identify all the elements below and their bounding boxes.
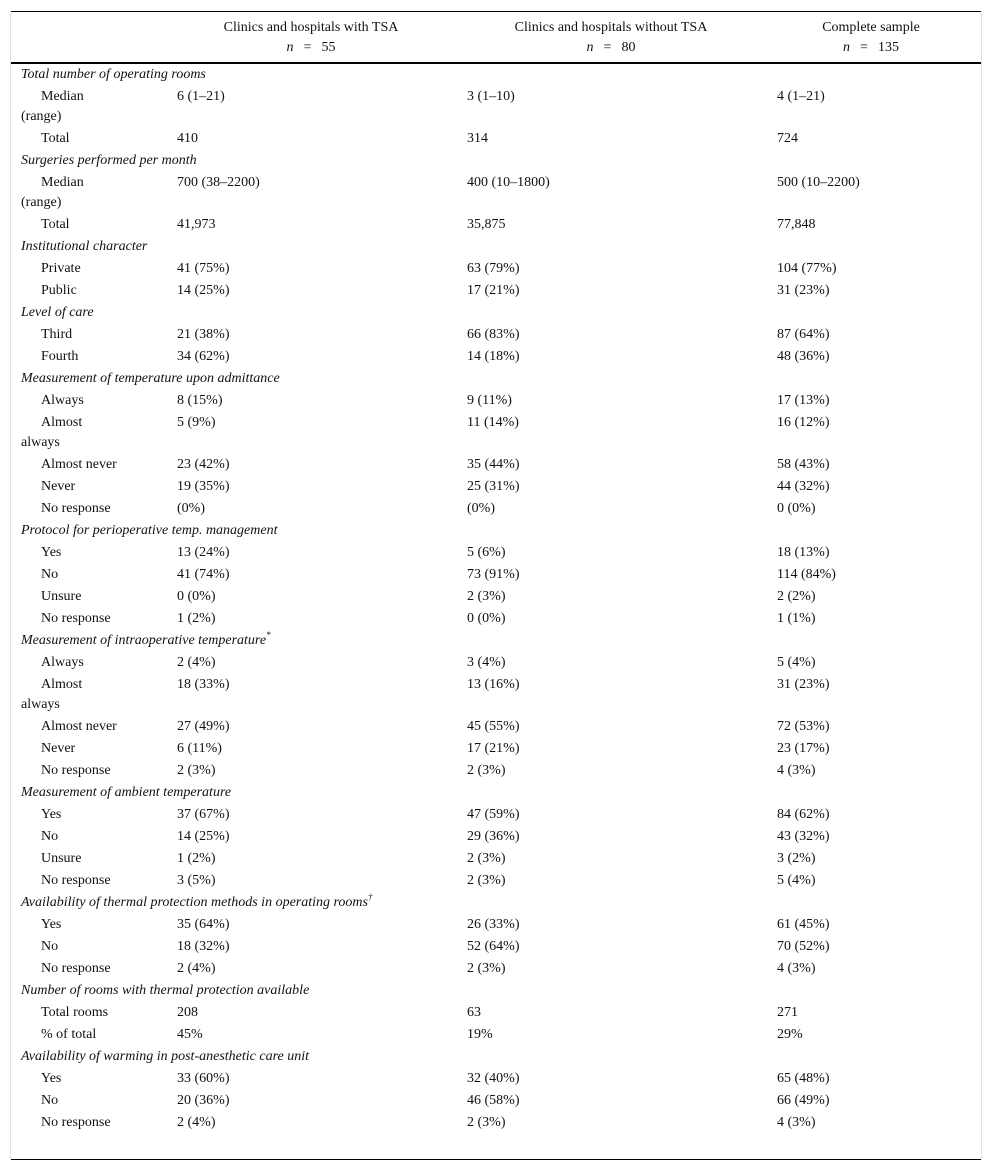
table-row <box>21 608 976 630</box>
cell-with-tsa: 1 (2%) <box>177 611 216 626</box>
table-row <box>21 564 976 586</box>
section-heading <box>21 1046 976 1068</box>
cell-without-tsa: 66 (83%) <box>467 327 520 342</box>
cell-with-tsa: 410 <box>177 131 198 146</box>
section-heading <box>21 368 976 390</box>
cell-with-tsa: 3 (5%) <box>177 873 216 888</box>
cell-with-tsa: 20 (36%) <box>177 1093 230 1108</box>
cell-with-tsa: 2 (4%) <box>177 1115 216 1130</box>
row-label: Third <box>41 327 73 342</box>
row-label: Total <box>41 217 70 232</box>
row-label: No response <box>41 873 111 888</box>
n-value: 55 <box>321 40 336 55</box>
table-row <box>21 454 976 476</box>
cell-without-tsa: 17 (21%) <box>467 283 520 298</box>
table-row <box>21 760 976 782</box>
cell-without-tsa: 52 (64%) <box>467 939 520 954</box>
row-label: Median (range) <box>21 89 84 124</box>
cell-with-tsa: 35 (64%) <box>177 917 230 932</box>
section-heading <box>21 630 976 652</box>
cell-complete-sample: 104 (77%) <box>777 261 837 276</box>
row-label: No <box>41 939 59 954</box>
section-heading <box>21 520 976 542</box>
row-label: Yes <box>41 545 62 560</box>
row-label: Never <box>41 479 76 494</box>
table-row <box>21 390 976 412</box>
cell-complete-sample: 724 <box>777 131 798 146</box>
table-row <box>21 804 976 826</box>
row-label: % of total <box>41 1027 97 1042</box>
section-title: Measurement of ambient temperature <box>21 785 232 800</box>
table-row <box>21 258 976 280</box>
table-row <box>21 280 976 302</box>
row-label: Almost always <box>21 677 83 712</box>
section-title: Surgeries performed per month <box>21 153 197 168</box>
table-row <box>21 1002 976 1024</box>
cell-without-tsa: 47 (59%) <box>467 807 520 822</box>
n-label: n <box>586 40 594 55</box>
cell-without-tsa: 63 (79%) <box>467 261 520 276</box>
cell-without-tsa: 46 (58%) <box>467 1093 520 1108</box>
cell-without-tsa: 13 (16%) <box>467 677 520 692</box>
cell-complete-sample: 3 (2%) <box>777 851 816 866</box>
table-row <box>21 1068 976 1090</box>
cell-without-tsa: 11 (14%) <box>467 415 519 430</box>
cell-with-tsa: 18 (32%) <box>177 939 230 954</box>
row-label: Yes <box>41 917 62 932</box>
cell-with-tsa: 21 (38%) <box>177 327 230 342</box>
cell-complete-sample: 44 (32%) <box>777 479 830 494</box>
row-label: Always <box>41 393 84 408</box>
cell-with-tsa: 34 (62%) <box>177 349 230 364</box>
cell-with-tsa: 208 <box>177 1005 198 1020</box>
cell-complete-sample: 271 <box>777 1005 798 1020</box>
column-header-without-tsa <box>481 18 741 58</box>
cell-without-tsa: 29 (36%) <box>467 829 520 844</box>
cell-without-tsa: 45 (55%) <box>467 719 520 734</box>
table-row <box>21 128 976 150</box>
cell-with-tsa: 6 (11%) <box>177 741 222 756</box>
row-label: No response <box>41 763 111 778</box>
table-row <box>21 738 976 760</box>
section-title: Total number of operating rooms <box>21 67 206 82</box>
column-title: Clinics and hospitals with TSA <box>223 20 399 35</box>
section-heading <box>21 64 976 86</box>
section-title: Level of care <box>21 305 94 320</box>
section-heading <box>21 236 976 258</box>
cell-complete-sample: 65 (48%) <box>777 1071 830 1086</box>
row-label: Unsure <box>41 589 82 604</box>
section-title: Protocol for perioperative temp. management <box>21 523 278 538</box>
cell-complete-sample: 18 (13%) <box>777 545 830 560</box>
table-row <box>21 716 976 738</box>
cell-without-tsa: 63 <box>467 1005 481 1020</box>
cell-complete-sample: 17 (13%) <box>777 393 830 408</box>
row-label: No <box>41 567 59 582</box>
cell-with-tsa: 45% <box>177 1027 203 1042</box>
cell-complete-sample: 70 (52%) <box>777 939 830 954</box>
row-label: Almost never <box>41 719 117 734</box>
table-top-rule <box>11 11 981 12</box>
section-title: Institutional character <box>21 239 148 254</box>
cell-complete-sample: 2 (2%) <box>777 589 816 604</box>
cell-complete-sample: 77,848 <box>777 217 816 232</box>
cell-with-tsa: 19 (35%) <box>177 479 230 494</box>
cell-without-tsa: 3 (1–10) <box>467 89 515 104</box>
row-label: Median (range) <box>21 175 84 210</box>
column-title: Clinics and hospitals without TSA <box>514 20 708 35</box>
section-heading <box>21 782 976 804</box>
n-label: n <box>843 40 851 55</box>
table-row <box>21 476 976 498</box>
cell-without-tsa: 35,875 <box>467 217 506 232</box>
table-row <box>21 586 976 608</box>
table-row <box>21 86 976 128</box>
row-label: Total <box>41 131 70 146</box>
table-row <box>21 346 976 368</box>
cell-complete-sample: 48 (36%) <box>777 349 830 364</box>
n-equals: = <box>603 40 612 55</box>
cell-complete-sample: 58 (43%) <box>777 457 830 472</box>
cell-with-tsa: 14 (25%) <box>177 829 230 844</box>
cell-complete-sample: 43 (32%) <box>777 829 830 844</box>
table-row <box>21 914 976 936</box>
row-label: Total rooms <box>41 1005 109 1020</box>
cell-with-tsa: 700 (38–2200) <box>177 175 260 190</box>
row-label: No response <box>41 961 111 976</box>
cell-without-tsa: 2 (3%) <box>467 961 506 976</box>
column-n <box>481 38 741 58</box>
cell-complete-sample: 4 (3%) <box>777 1115 816 1130</box>
cell-without-tsa: 2 (3%) <box>467 851 506 866</box>
column-header-with-tsa <box>181 18 441 58</box>
cell-with-tsa: 37 (67%) <box>177 807 230 822</box>
section-heading <box>21 150 976 172</box>
cell-with-tsa: 2 (3%) <box>177 763 216 778</box>
cell-with-tsa: 41 (75%) <box>177 261 230 276</box>
section-heading <box>21 302 976 324</box>
cell-with-tsa: 8 (15%) <box>177 393 223 408</box>
cell-without-tsa: 400 (10–1800) <box>467 175 550 190</box>
cell-complete-sample: 1 (1%) <box>777 611 816 626</box>
table-body <box>21 64 976 1134</box>
section-heading <box>21 892 976 914</box>
table-row <box>21 1090 976 1112</box>
table-row <box>21 848 976 870</box>
column-n <box>771 38 971 58</box>
cell-with-tsa: 6 (1–21) <box>177 89 225 104</box>
cell-without-tsa: 5 (6%) <box>467 545 506 560</box>
row-label: No <box>41 829 59 844</box>
footnote-marker: † <box>368 892 373 902</box>
row-label: No response <box>41 611 111 626</box>
cell-with-tsa: 13 (24%) <box>177 545 230 560</box>
row-label: Yes <box>41 807 62 822</box>
cell-complete-sample: 4 (1–21) <box>777 89 825 104</box>
cell-complete-sample: 5 (4%) <box>777 655 816 670</box>
cell-complete-sample: 5 (4%) <box>777 873 816 888</box>
row-label: Never <box>41 741 76 756</box>
cell-complete-sample: 61 (45%) <box>777 917 830 932</box>
n-equals: = <box>303 40 312 55</box>
table-row <box>21 826 976 848</box>
column-header-complete-sample <box>771 18 971 58</box>
cell-with-tsa: 23 (42%) <box>177 457 230 472</box>
cell-with-tsa: 41,973 <box>177 217 216 232</box>
column-n <box>181 38 441 58</box>
table-row <box>21 214 976 236</box>
cell-without-tsa: 14 (18%) <box>467 349 520 364</box>
column-title: Complete sample <box>822 20 920 35</box>
table-row <box>21 870 976 892</box>
row-label: Public <box>41 283 77 298</box>
section-heading <box>21 980 976 1002</box>
row-label: Unsure <box>41 851 82 866</box>
table-row <box>21 958 976 980</box>
cell-with-tsa: (0%) <box>177 501 205 516</box>
cell-complete-sample: 31 (23%) <box>777 677 830 692</box>
cell-without-tsa: 2 (3%) <box>467 589 506 604</box>
table-row <box>21 1024 976 1046</box>
footnote-marker: * <box>266 630 271 640</box>
row-label: Yes <box>41 1071 62 1086</box>
cell-with-tsa: 2 (4%) <box>177 655 216 670</box>
table-row <box>21 652 976 674</box>
row-label: Fourth <box>41 349 79 364</box>
table-bottom-rule <box>11 1159 981 1160</box>
table-row <box>21 1112 976 1134</box>
cell-with-tsa: 27 (49%) <box>177 719 230 734</box>
cell-without-tsa: 25 (31%) <box>467 479 520 494</box>
n-label: n <box>286 40 294 55</box>
cell-with-tsa: 41 (74%) <box>177 567 230 582</box>
cell-complete-sample: 23 (17%) <box>777 741 830 756</box>
cell-with-tsa: 1 (2%) <box>177 851 216 866</box>
cell-without-tsa: 17 (21%) <box>467 741 520 756</box>
cell-without-tsa: 35 (44%) <box>467 457 520 472</box>
table-row <box>21 324 976 346</box>
table-row <box>21 542 976 564</box>
cell-with-tsa: 2 (4%) <box>177 961 216 976</box>
cell-complete-sample: 4 (3%) <box>777 763 816 778</box>
cell-complete-sample: 29% <box>777 1027 803 1042</box>
section-title: Measurement of intraoperative temperature <box>21 633 267 648</box>
row-label: No response <box>41 1115 111 1130</box>
cell-without-tsa: 32 (40%) <box>467 1071 520 1086</box>
cell-without-tsa: (0%) <box>467 501 495 516</box>
table-row <box>21 412 976 454</box>
cell-complete-sample: 87 (64%) <box>777 327 830 342</box>
section-title: Measurement of temperature upon admittance <box>21 371 280 386</box>
row-label: Almost always <box>21 415 83 450</box>
table-row <box>21 674 976 716</box>
row-label: No response <box>41 501 111 516</box>
table-row <box>21 936 976 958</box>
cell-without-tsa: 73 (91%) <box>467 567 520 582</box>
cell-complete-sample: 4 (3%) <box>777 961 816 976</box>
cell-complete-sample: 31 (23%) <box>777 283 830 298</box>
cell-with-tsa: 33 (60%) <box>177 1071 230 1086</box>
cell-complete-sample: 0 (0%) <box>777 501 816 516</box>
cell-without-tsa: 26 (33%) <box>467 917 520 932</box>
cell-without-tsa: 9 (11%) <box>467 393 512 408</box>
row-label: Almost never <box>41 457 117 472</box>
cell-without-tsa: 314 <box>467 131 488 146</box>
table-row <box>21 498 976 520</box>
cell-complete-sample: 84 (62%) <box>777 807 830 822</box>
cell-complete-sample: 500 (10–2200) <box>777 175 860 190</box>
row-label: Private <box>41 261 81 276</box>
cell-without-tsa: 3 (4%) <box>467 655 506 670</box>
cell-complete-sample: 114 (84%) <box>777 567 836 582</box>
n-value: 80 <box>621 40 636 55</box>
table-row <box>21 172 976 214</box>
cell-without-tsa: 2 (3%) <box>467 763 506 778</box>
row-label: Always <box>41 655 84 670</box>
cell-complete-sample: 72 (53%) <box>777 719 830 734</box>
n-equals: = <box>860 40 868 55</box>
section-title: Availability of thermal protection methods in operating rooms <box>21 895 368 910</box>
cell-with-tsa: 14 (25%) <box>177 283 230 298</box>
cell-complete-sample: 16 (12%) <box>777 415 830 430</box>
cell-complete-sample: 66 (49%) <box>777 1093 830 1108</box>
cell-with-tsa: 18 (33%) <box>177 677 230 692</box>
cell-with-tsa: 5 (9%) <box>177 415 216 430</box>
n-value: 135 <box>877 40 899 55</box>
row-label: No <box>41 1093 59 1108</box>
cell-with-tsa: 0 (0%) <box>177 589 216 604</box>
section-title: Availability of warming in post-anesthetic care unit <box>21 1049 310 1064</box>
section-title: Number of rooms with thermal protection available <box>21 983 310 998</box>
cell-without-tsa: 2 (3%) <box>467 1115 506 1130</box>
cell-without-tsa: 0 (0%) <box>467 611 506 626</box>
cell-without-tsa: 19% <box>467 1027 493 1042</box>
cell-without-tsa: 2 (3%) <box>467 873 506 888</box>
